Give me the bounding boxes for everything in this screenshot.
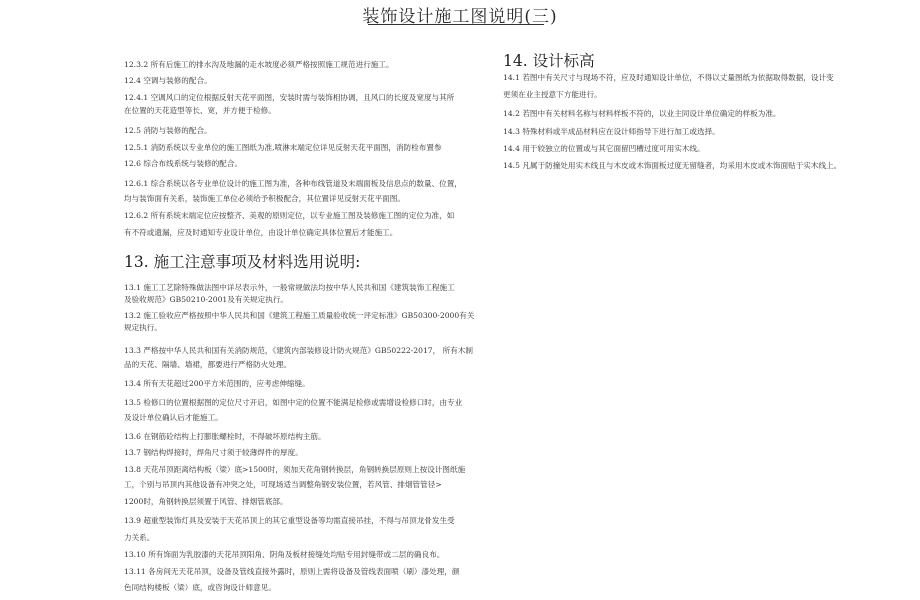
section-13-line: 13.4 所有天花超过200平方米范围的，应考虑伸缩缝。 (124, 379, 310, 388)
note-line: 12.4.1 空调风口的定位根据反射天花平面图，安装时需与装饰相协调，且风口的长度及宽度与其所 (124, 93, 455, 102)
section-13-line: 1200时，角钢转换层须置于风管、排烟管底部。 (124, 497, 288, 506)
section-13-line: 及验收规范》GB50210-2001及有关规定执行。 (124, 295, 289, 304)
section-13-line: 品的天花、隔墙、墙裙，都要进行严格防火处理。 (124, 360, 292, 369)
section-13-line: 及设计单位确认后才能施工。 (124, 413, 223, 422)
section-14-line: 14.4 用于较独立的位置或与其它面留凹槽过度可用实木线。 (503, 144, 705, 153)
note-line: 12.6.1 综合系统以各专业单位设计的施工图为准，各种布线管道及末端面板及信息点的数量、位置， (124, 179, 462, 188)
section-13-line: 13.7 钢结构焊接时，焊角尺寸须于较薄焊件的厚度。 (124, 448, 303, 457)
note-line: 12.5.1 消防系统以专业单位的施工图纸为准,喷淋末端定位详见反射天花平面图，消防栓布置参 (124, 143, 442, 152)
section-13-line: 工，个别与吊顶内其他设备有冲突之处，可现场适当调整角钢安装位置，若风管、排烟管管径> (124, 480, 442, 489)
section-13-heading: 13. 施工注意事项及材料选用说明: (124, 253, 361, 271)
section-14-heading: 14. 设计标高 (503, 52, 595, 70)
section-13-line: 13.6 在钢筋砼结构上打膨胀螺栓时，不得破坏原结构主筋。 (124, 432, 326, 441)
section-13-line: 13.5 检修口的位置根据图的定位尺寸开启，如图中定的位置不能满足检修或需增设检修口时，由专业 (124, 398, 463, 407)
note-line: 有不符或遗漏，应及时通知专业设计单位，由设计单位确定具体位置后才能施工。 (124, 228, 398, 237)
note-line: 12.4 空调与装修的配合。 (124, 76, 212, 85)
drawing-title: 装饰设计施工图说明(三) (362, 7, 558, 27)
section-14-line: 14.3 特殊材料或半成品材料应在设计师指导下进行加工或选择。 (503, 127, 720, 136)
section-14-line: 14.2 若图中有关材料名称与材料样板不符的，以业主同设计单位确定的样板为准。 (503, 109, 781, 118)
section-13-line: 规定执行。 (124, 323, 162, 332)
note-line: 12.6.2 所有系统末端定位应按整齐、美观的原则定位，以专业施工图及装修施工图的定位为准，如 (124, 211, 455, 220)
section-13-line: 13.2 施工验收应严格按照中华人民共和国《建筑工程施工质量验收统一评定标准》GB50300-2000有关 (124, 311, 475, 320)
section-13-line: 13.1 施工工艺除特殊做法图中详尽表示外，一般常规做法均按中华人民共和国《建筑装饰工程施工 (124, 283, 455, 292)
section-14-line: 更须在业主授意下方能进行。 (503, 90, 602, 99)
note-line: 在位置的天花造型等长、宽，并方便于检修。 (124, 106, 276, 115)
note-line: 12.6 综合布线系统与装修的配合。 (124, 159, 243, 168)
section-13-line: 13.9 超重型装饰灯具及安装于天花吊顶上的其它重型设备等均需直接吊挂，不得与吊顶龙骨发生受 (124, 516, 455, 525)
title-underline (368, 24, 544, 25)
section-13-line: 力关系。 (124, 533, 155, 542)
section-14-line: 14.5 凡属于防撞处用实木线且与木皮或木饰面板过度无留缝者，均采用木皮或木饰面贴于实木线上。 (503, 161, 842, 170)
section-13-line: 13.8 天花吊顶距离结构板（梁）底>1500时，须加天花角钢转换层，角钢转换层原则上按设计图纸施 (124, 465, 466, 474)
note-line: 12.5 消防与装修的配合。 (124, 126, 212, 135)
section-13-line: 色同结构楼板（梁）底，或咨询设计师意见。 (124, 583, 276, 592)
section-13-line: 13.3 严格按中华人民共和国有关消防规范，《建筑内部装修设计防火规范》GB50222-2017， 所有木制 (124, 346, 474, 355)
note-line: 12.3.2 所有后施工的排水沟及地漏的走水坡度必须严格按照施工规范进行施工。 (124, 60, 394, 69)
section-13-line: 13.10 所有饰面为乳胶漆的天花吊顶阳角、阴角及板材接缝处均贴专用封缝带或二层的确良布。 (124, 550, 445, 559)
note-line: 均与装饰面有关系，装饰施工单位必须给予积极配合，其位置详见反射天花平面图。 (124, 194, 405, 203)
section-13-line: 13.11 各房间无天花吊顶，设备及管线直接外露时，原则上需将设备及管线表面喷（刷）漆处理，颜 (124, 567, 460, 576)
section-14-line: 14.1 若图中有关尺寸与现场不符，应及时通知设计单位，不得以丈量图纸为依据取得数据，设计变 (503, 73, 834, 82)
